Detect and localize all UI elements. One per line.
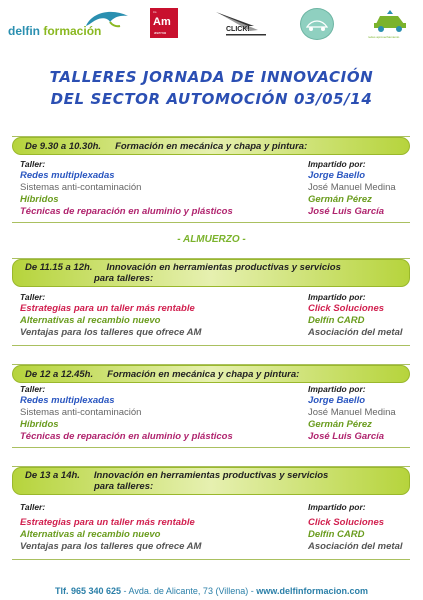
am-logo-tiny: tm: [153, 10, 157, 14]
session-topic: Innovación en herramientas productivas y servicios: [93, 470, 329, 481]
list-item: [12, 541, 410, 553]
speaker-name: José Luis García: [308, 206, 385, 217]
am-logo-sub: asema: [154, 30, 167, 35]
column-header-row: [12, 383, 410, 395]
session-time: De 12 a 12.45h.: [25, 369, 94, 380]
taller-label: Taller:: [20, 159, 46, 169]
taller-name: Redes multiplexadas: [20, 170, 115, 181]
speaker-name: Delfín CARD: [308, 315, 365, 326]
am-logo-text: Am: [153, 16, 171, 28]
delfin-formacion-logo: [8, 10, 136, 40]
session-topic: Formación en mecánica y chapa y pintura:: [115, 141, 308, 152]
click-swoosh-icon: [214, 10, 270, 38]
speaker-name: Germán Pérez: [308, 419, 372, 430]
list-item: [12, 170, 410, 182]
almuerzo-break: - ALMUERZO -: [177, 234, 246, 245]
list-item: [12, 303, 410, 315]
list-item: [12, 431, 410, 443]
speaker-name: Click Soluciones: [308, 303, 385, 314]
list-item: [12, 206, 410, 218]
session-header: [12, 259, 410, 287]
session-header: [12, 467, 410, 495]
speaker-name: Delfín CARD: [308, 529, 365, 540]
title-line2: DEL SECTOR AUTOMOCIÓN 03/05/14: [50, 90, 373, 108]
car-outline-icon: [301, 9, 333, 39]
click-soluciones-logo: [214, 10, 270, 38]
footer-phone: Tlf. 965 340 625: [55, 586, 122, 596]
taller-name: Sistemas anti-contaminación: [20, 407, 142, 418]
taller-label: Taller:: [20, 384, 46, 394]
taller-name: Estrategias para un taller más rentable: [20, 517, 195, 528]
delfin-logo-word2: formación: [43, 24, 102, 38]
taller-name: Ventajas para los talleres que ofrece AM: [20, 327, 202, 338]
list-item: [12, 315, 410, 327]
taller-name: Ventajas para los talleres que ofrece AM: [20, 541, 202, 552]
list-item: [12, 517, 410, 529]
speaker-name: Click Soluciones: [308, 517, 385, 528]
taller-name: Híbridos: [20, 194, 59, 205]
speaker-name: José Luis García: [308, 431, 385, 442]
list-item: [12, 194, 410, 206]
taller-name: Alternativas al recambio nuevo: [20, 315, 161, 326]
speaker-name: Asociación del metal: [308, 541, 403, 552]
session-time: De 13 a 14h.: [25, 470, 80, 481]
list-item: [12, 182, 410, 194]
car-recycle-icon: [368, 8, 412, 34]
speaker-name: José Manuel Medina: [308, 182, 396, 193]
dolphin-icon: [82, 8, 132, 32]
impartido-label: Impartido por:: [308, 159, 366, 169]
session-header: [12, 137, 410, 155]
impartido-label: Impartido por:: [308, 292, 366, 302]
taller-label: Taller:: [20, 292, 46, 302]
contact-footer: [0, 586, 423, 596]
column-header-row: [12, 291, 410, 303]
impartido-label: Impartido por:: [308, 384, 366, 394]
session-topic: Formación en mecánica y chapa y pintura:: [107, 369, 300, 380]
session-header: [12, 365, 410, 383]
taller-name: Redes multiplexadas: [20, 395, 115, 406]
car-logo-text: redes aprovechamiento: [368, 35, 400, 39]
delfin-logo-word1: delfin: [8, 24, 40, 38]
taller-name: Técnicas de reparación en aluminio y plásticos: [20, 431, 233, 442]
speaker-name: Asociación del metal: [308, 327, 403, 338]
session-topic: Innovación en herramientas productivas y servicios: [106, 262, 341, 273]
session-topic-cont: para talleres:: [94, 273, 154, 284]
footer-address: - Avda. de Alicante, 73 (Villena) -: [121, 586, 257, 596]
sponsor-logos: [0, 6, 423, 42]
speaker-name: Jorge Baello: [308, 170, 366, 181]
green-circle-logo: [300, 8, 334, 40]
list-item: [12, 395, 410, 407]
session-block-3: [12, 364, 410, 448]
session-block-4: [12, 466, 410, 560]
click-logo-text: CLICK!: [226, 26, 250, 33]
speaker-name: Jorge Baello: [308, 395, 366, 406]
column-header-row: [12, 158, 410, 170]
list-item: [12, 327, 410, 339]
taller-label: Taller:: [20, 502, 46, 512]
impartido-label: Impartido por:: [308, 502, 366, 512]
redes-car-logo: [368, 8, 412, 40]
taller-name: Estrategias para un taller más rentable: [20, 303, 195, 314]
session-block-2: [12, 258, 410, 346]
speaker-name: Germán Pérez: [308, 194, 372, 205]
list-item: [12, 407, 410, 419]
speaker-name: José Manuel Medina: [308, 407, 396, 418]
taller-name: Híbridos: [20, 419, 59, 430]
taller-name: Sistemas anti-contaminación: [20, 182, 142, 193]
title-line1: TALLERES JORNADA DE INNOVACIÓN: [49, 68, 374, 86]
am-logo: [150, 8, 178, 38]
column-header-row: [12, 501, 410, 513]
page-title: [0, 66, 423, 110]
session-topic-cont: para talleres:: [94, 481, 154, 492]
taller-name: Alternativas al recambio nuevo: [20, 529, 161, 540]
list-item: [12, 529, 410, 541]
taller-name: Técnicas de reparación en aluminio y plásticos: [20, 206, 233, 217]
session-time: De 11.15 a 12h.: [25, 262, 93, 273]
session-time: De 9.30 a 10.30h.: [25, 141, 102, 152]
list-item: [12, 419, 410, 431]
session-block-1: [12, 136, 410, 223]
footer-website-link[interactable]: www.delfinformacion.com: [256, 586, 368, 596]
